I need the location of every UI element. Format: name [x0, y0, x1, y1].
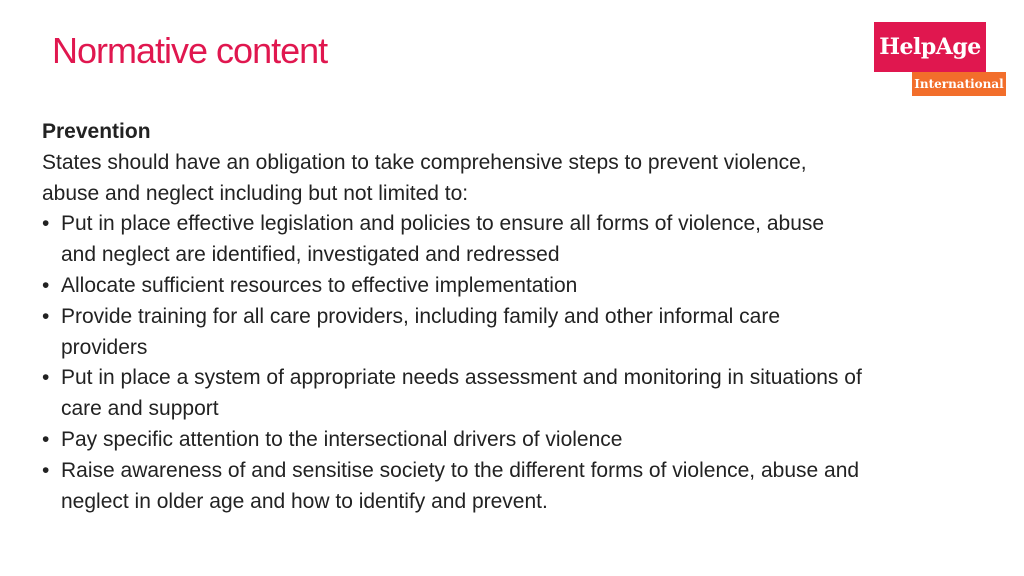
bullet-item: • Pay specific attention to the intersectional drivers of violence [42, 425, 862, 456]
bullet-list [42, 209, 862, 517]
section-heading: Prevention [42, 120, 151, 143]
bullet-item: • Raise awareness of and sensitise society to the different forms of violence, abuse and neglect in older age and how to identify and prevent. [42, 456, 862, 518]
slide-title: Normative content [52, 30, 328, 71]
logo-top-text: HelpAge [874, 22, 986, 72]
bullet-item: • Provide training for all care providers, including family and other informal care providers [42, 302, 862, 364]
slide-content [42, 117, 862, 517]
bullet-item: • Allocate sufficient resources to effective implementation [42, 271, 862, 302]
helpage-logo [874, 22, 1006, 98]
bullet-item: • Put in place a system of appropriate needs assessment and monitoring in situations of care and support [42, 363, 862, 425]
intro-paragraph: States should have an obligation to take comprehensive steps to prevent violence, abuse and neglect including but not limited to: [42, 150, 807, 205]
bullet-item: • Put in place effective legislation and policies to ensure all forms of violence, abuse and neglect are identified, investigated and redressed [42, 209, 862, 271]
logo-bottom-text: International [912, 72, 1006, 96]
